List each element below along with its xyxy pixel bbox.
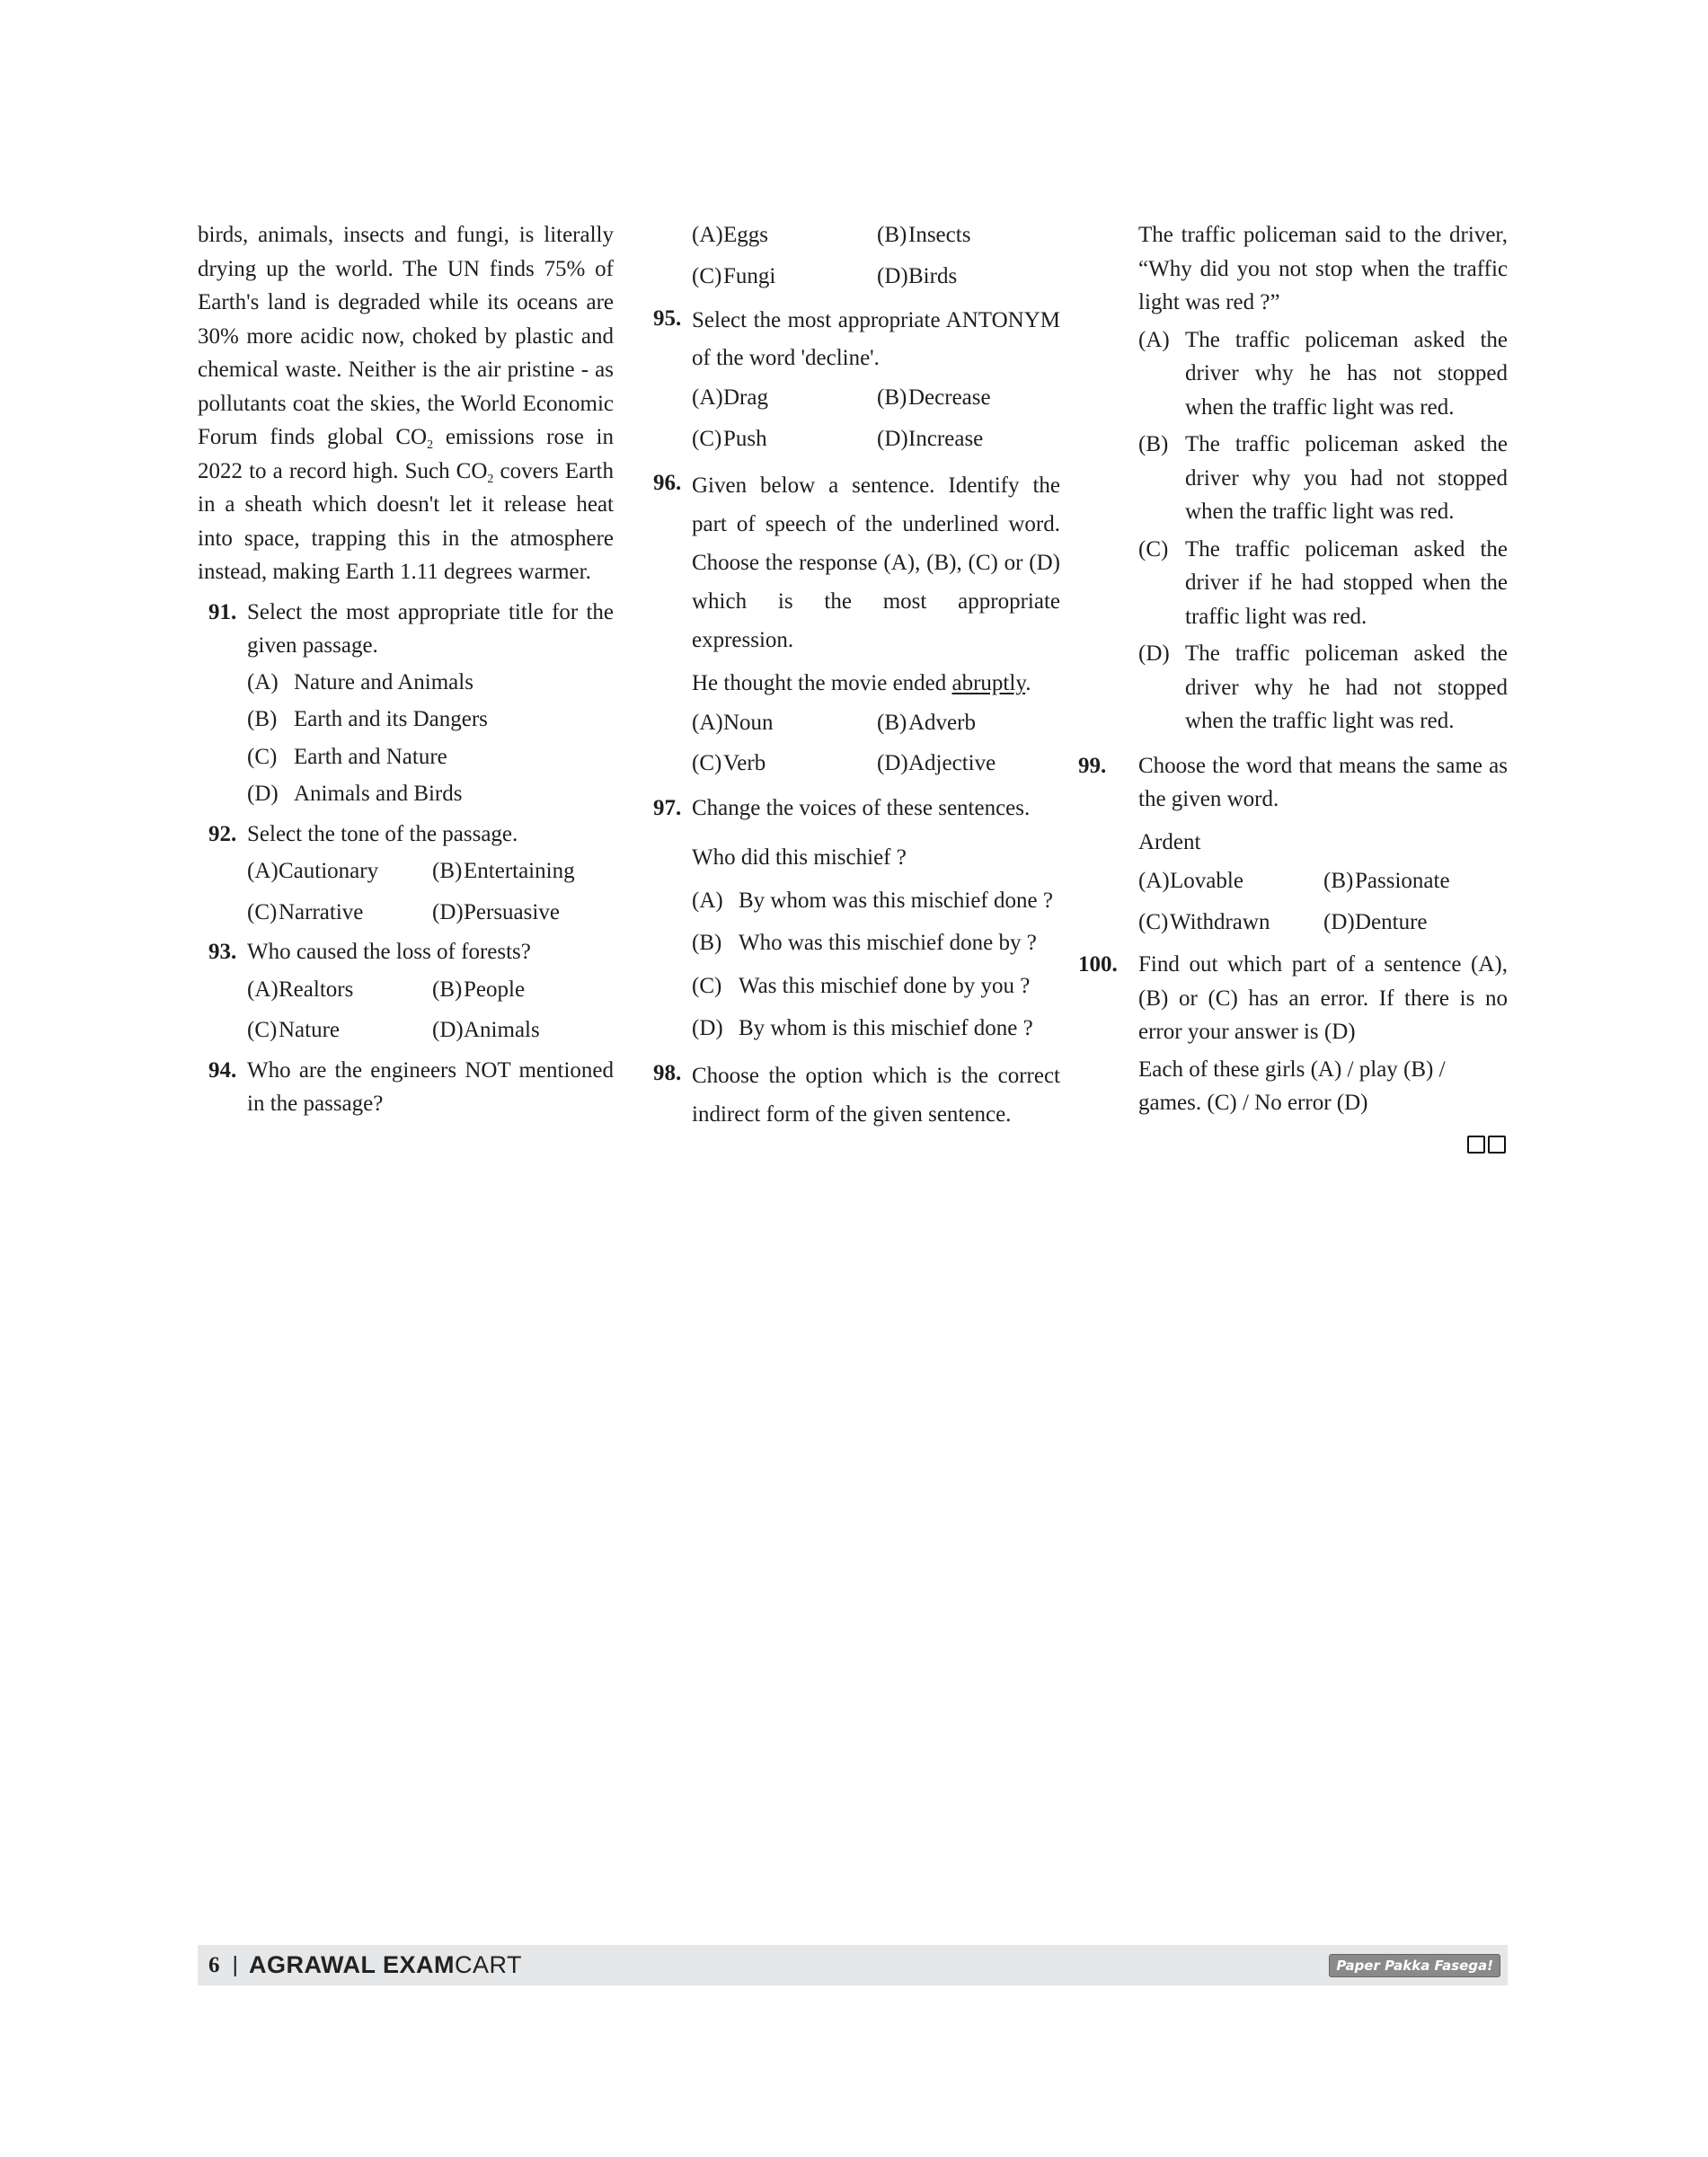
question-text: Select the tone of the passage.: [247, 821, 518, 846]
option-a[interactable]: [692, 381, 877, 415]
question-96: [651, 466, 1060, 781]
column-2: [651, 218, 1060, 1134]
option-d[interactable]: [247, 777, 614, 811]
option-label: (C): [692, 426, 722, 451]
option-c[interactable]: [692, 422, 877, 456]
option-a[interactable]: [247, 666, 614, 700]
option-a[interactable]: [1138, 323, 1508, 425]
option-text: Earth and Nature: [294, 744, 447, 769]
option-text: Cautionary: [279, 859, 379, 883]
passage-text: [198, 218, 614, 589]
option-text: Fungi: [723, 263, 776, 288]
option-label: (D): [877, 426, 908, 451]
given-sentence: The traffic policeman said to the driver, “Why did you not stop when the traffic light was red ?”: [1138, 223, 1508, 314]
footer-separator: |: [232, 1952, 238, 1977]
option-a[interactable]: [692, 884, 1060, 918]
option-label: (C): [1138, 909, 1169, 934]
option-text: The traffic policeman asked the driver why you had not stopped when the traffic light was red.: [1185, 432, 1508, 524]
option-b[interactable]: [877, 381, 1060, 415]
question-97: [651, 791, 1060, 1046]
option-c[interactable]: [247, 1013, 432, 1048]
question-text: Who are the engineers NOT mentioned in the passage?: [247, 1057, 614, 1116]
option-text: The traffic policeman asked the driver why he had not stopped when the traffic light was red.: [1185, 641, 1508, 733]
option-label: (B): [877, 710, 907, 735]
option-text: Entertaining: [464, 859, 575, 883]
option-label: (C): [692, 973, 722, 998]
question-94-options: [651, 218, 1060, 293]
option-label: (A): [247, 859, 279, 883]
option-label: (D): [877, 263, 908, 288]
option-text: Nature and Animals: [294, 669, 473, 694]
option-label: (D): [1138, 641, 1170, 666]
option-label: (D): [247, 782, 279, 806]
brand-part: CART: [455, 1951, 523, 1978]
column-3: [1078, 218, 1508, 1126]
question-text: Who caused the loss of forests?: [247, 940, 531, 964]
option-label: (C): [247, 1018, 278, 1042]
question-number: 91.: [208, 599, 237, 624]
option-label: (D): [692, 1016, 723, 1040]
option-text: Earth and its Dangers: [294, 707, 488, 731]
column-1: [198, 218, 614, 1121]
question-number: 97.: [653, 795, 682, 820]
passage-part: birds, animals, insects and fungi, is literally drying up the world. The UN finds 75% of Earth's land is degraded while its oceans are 30% more acidic now, choked by plastic and chemical waste. Neither is the air pristine - as pollutants coat the skies, the World Economic Forum finds global CO: [198, 223, 614, 449]
option-text: Insects: [908, 223, 971, 247]
subscript: 2: [487, 472, 494, 486]
question-number: 95.: [653, 306, 682, 331]
option-c[interactable]: [692, 260, 877, 294]
option-label: (D): [432, 1018, 464, 1042]
question-number: 100.: [1078, 952, 1118, 977]
page-number: 6: [208, 1952, 220, 1977]
question-number: 92.: [208, 821, 237, 846]
option-d[interactable]: [432, 896, 614, 930]
passage-part: emissions rose in 2022 to a record high. Such CO: [198, 425, 614, 483]
option-text: Adjective: [908, 751, 996, 775]
question-number: 99.: [1078, 753, 1107, 778]
brand-part: AGRAWAL: [249, 1951, 384, 1978]
option-d[interactable]: [1138, 637, 1508, 738]
option-d[interactable]: [877, 747, 1060, 781]
option-text: Denture: [1355, 909, 1428, 934]
option-c[interactable]: [692, 969, 1060, 1003]
question-100: [1078, 948, 1508, 1120]
option-label: (D): [1323, 909, 1355, 934]
page-footer: [198, 1945, 1508, 1985]
option-d[interactable]: [877, 260, 1060, 294]
option-label: (A): [1138, 327, 1170, 352]
option-label: (B): [247, 707, 278, 731]
option-text: By whom is this mischief done ?: [739, 1016, 1033, 1040]
option-text: Drag: [723, 385, 768, 410]
tagline-badge: Paper Pakka Fasega!: [1329, 1954, 1500, 1977]
option-label: (A): [247, 669, 279, 694]
question-text: Change the voices of these sentences.: [692, 795, 1031, 820]
option-text: Increase: [908, 426, 984, 451]
option-text: People: [464, 977, 526, 1002]
question-text: Select the most appropriate title for the given passage.: [247, 599, 614, 658]
option-label: (D): [432, 899, 464, 924]
option-a[interactable]: [1138, 864, 1323, 898]
question-98-options: [1089, 323, 1508, 738]
option-text: Animals and Birds: [294, 782, 463, 806]
option-label: (B): [877, 385, 907, 410]
underlined-word: abruptly: [951, 671, 1026, 695]
option-c[interactable]: [692, 747, 877, 781]
option-text: Verb: [723, 751, 766, 775]
question-number: 98.: [653, 1060, 682, 1085]
sentence-text: He thought the movie ended: [692, 671, 952, 695]
option-text: Nature: [279, 1018, 341, 1042]
option-text: Eggs: [723, 223, 768, 247]
option-text: Lovable: [1170, 869, 1243, 893]
question-text: Choose the word that means the same as the given word.: [1138, 753, 1508, 811]
option-label: (A): [692, 223, 723, 247]
option-text: Realtors: [279, 977, 354, 1002]
given-word: Ardent: [1138, 829, 1201, 854]
option-label: (B): [692, 931, 722, 955]
end-of-section-icon: [1465, 1136, 1506, 1158]
option-label: (C): [692, 751, 722, 775]
given-sentence: Who did this mischief ?: [692, 845, 907, 870]
option-label: (A): [692, 385, 723, 410]
option-label: (C): [1138, 536, 1169, 561]
question-number: 94.: [208, 1057, 237, 1083]
given-sentence: [692, 667, 1060, 701]
option-text: Push: [723, 426, 767, 451]
option-label: (C): [692, 263, 722, 288]
option-b[interactable]: [432, 854, 614, 888]
brand-part: EXAM: [383, 1951, 456, 1978]
option-label: (A): [692, 710, 723, 735]
option-text: The traffic policeman asked the driver if he had stopped when the traffic light was red.: [1185, 536, 1508, 629]
option-label: (D): [877, 751, 908, 775]
option-b[interactable]: [877, 706, 1060, 740]
option-label: (B): [877, 223, 907, 247]
option-text: Passionate: [1355, 869, 1450, 893]
option-label: (A): [692, 888, 723, 913]
option-b[interactable]: [877, 218, 1060, 252]
subscript: 2: [427, 438, 434, 452]
question-99: [1078, 749, 1508, 940]
option-b[interactable]: [432, 973, 614, 1007]
option-text: Narrative: [279, 899, 364, 924]
question-93: [198, 935, 614, 1048]
option-d[interactable]: [432, 1013, 614, 1048]
option-d[interactable]: [877, 422, 1060, 456]
option-label: (B): [1323, 869, 1354, 893]
option-text: Birds: [908, 263, 958, 288]
option-c[interactable]: [247, 896, 432, 930]
option-d[interactable]: [692, 1012, 1060, 1046]
option-text: The traffic policeman asked the driver why he has not stopped when the traffic light was red.: [1185, 327, 1508, 420]
brand-logo: [249, 1951, 522, 1979]
question-95: [651, 302, 1060, 455]
option-text: Was this mischief done by you ?: [739, 973, 1031, 998]
question-number: 96.: [653, 471, 682, 495]
option-a[interactable]: [692, 218, 877, 252]
option-text: Persuasive: [464, 899, 560, 924]
option-label: (C): [247, 744, 278, 769]
option-text: Who was this mischief done by ?: [739, 931, 1037, 955]
option-label: (A): [247, 977, 279, 1002]
option-d[interactable]: [1323, 906, 1508, 940]
option-c[interactable]: [247, 740, 614, 774]
option-text: Withdrawn: [1170, 909, 1270, 934]
option-text: Adverb: [908, 710, 976, 735]
option-label: (C): [247, 899, 278, 924]
sentence-text: .: [1025, 671, 1031, 695]
option-text: Animals: [464, 1018, 540, 1042]
option-b[interactable]: [1323, 864, 1508, 898]
option-b[interactable]: [247, 703, 614, 737]
option-b[interactable]: [692, 926, 1060, 960]
option-label: (A): [1138, 869, 1170, 893]
passage-part: covers Earth in a sheath which doesn't let it release heat into space, trapping this in the atmosphere instead, making Earth 1.11 degrees warmer.: [198, 458, 615, 584]
option-label: (B): [432, 859, 463, 883]
option-label: (B): [1138, 432, 1169, 456]
option-text: Noun: [723, 710, 774, 735]
question-91: [198, 596, 614, 811]
option-b[interactable]: [1138, 428, 1508, 529]
option-a[interactable]: [247, 973, 432, 1007]
question-94: [198, 1054, 614, 1121]
question-number: 93.: [208, 940, 237, 964]
option-a[interactable]: [692, 706, 877, 740]
option-label: (B): [432, 977, 463, 1002]
option-text: By whom was this mischief done ?: [739, 888, 1053, 913]
option-c[interactable]: [1138, 906, 1323, 940]
given-sentence: Each of these girls (A) / play (B) / games. (C) / No error (D): [1138, 1056, 1446, 1115]
question-text: Choose the option which is the correct indirect form of the given sentence.: [692, 1063, 1060, 1127]
option-a[interactable]: [247, 854, 432, 888]
question-text: Find out which part of a sentence (A), (B) or (C) has an error. If there is no error your answer is (D): [1138, 952, 1508, 1044]
question-92: [198, 818, 614, 930]
question-text: Select the most appropriate ANTONYM of the word 'decline'.: [692, 308, 1060, 370]
question-text: Given below a sentence. Identify the part of speech of the underlined word. Choose the response (A), (B), (C) or (D) which is the most appropriate expression.: [692, 473, 1060, 652]
option-text: Decrease: [908, 385, 991, 410]
option-c[interactable]: [1138, 533, 1508, 634]
question-98: [651, 1056, 1060, 1134]
